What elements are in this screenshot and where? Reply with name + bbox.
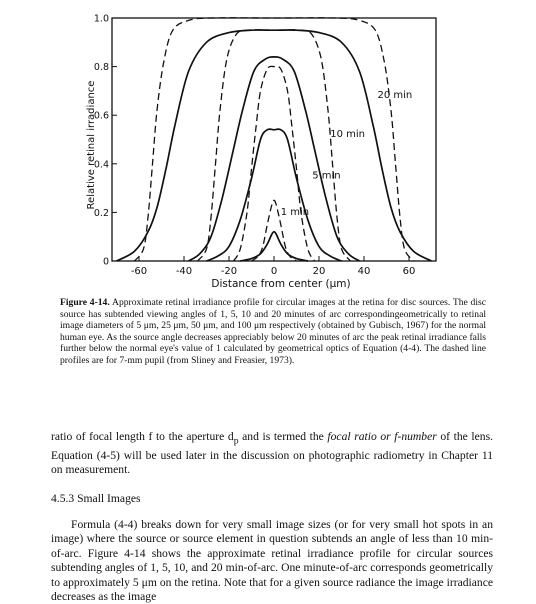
curve-label: 1 min — [280, 206, 310, 218]
x-tick-label: 20 — [312, 266, 326, 277]
curve-10-min-solid — [189, 57, 360, 261]
figure-caption — [60, 297, 486, 367]
chart-curves — [117, 18, 432, 261]
curve-20-min-dashed — [135, 18, 414, 261]
paragraph-small-images: Formula (4-4) breaks down for very small image sizes (or for very small hot spots in an image) where the source or source element in question subtends an angle of less than 10 min-of-arc. Figure 4-14 shows the approximate retinal irradiance profile for circular sources subtending angles of 1, 5, 10, and 20 min-of-arc. One minute-of-arc corresponds geometrically to approximately 5 μm on the retina. Note that for a given source radiance the image irradiance decreases as the image — [51, 518, 493, 604]
x-tick-label: -40 — [175, 266, 193, 277]
y-tick-label: 0.4 — [93, 159, 109, 171]
x-tick-label: 40 — [357, 266, 371, 277]
curve-label: 10 min — [330, 129, 366, 141]
curve-5-min-solid — [207, 129, 342, 261]
section-heading: 4.5.3 Small Images — [51, 492, 141, 505]
x-tick-label: 60 — [402, 266, 416, 277]
chart-curve-labels — [281, 90, 413, 218]
y-tick-label: 1.0 — [93, 13, 109, 25]
y-axis-label: Relative retinal irradiance — [86, 80, 97, 210]
p1-text-c: of the lens. Equation (4-5) will be used later in the discussion on photographic radiometry in Chapter 11 on measurement. — [51, 430, 493, 477]
p1-text-a: ratio of focal length f to the aperture d — [51, 430, 234, 443]
retinal-irradiance-chart — [0, 0, 536, 295]
figure-caption-text: Approximate retinal irradiance profile for circular images at the retina for disc sources. The disc source has subtended viewing angles of 1, 5, 10 and 20 minutes of arc correspondingeometrically to retinal image diameters of 5 μm, 25 μm, 50 μm, and 100 μm respectively (obtained by Gubisch, 1967) for the normal human eye. As the source angle decreases appreciably below 20 minutes of arc the peak retinal irradiance falls further below the normal eye's value of 1 calculated by geometrical optics of Equation (4-4). The dashed line profiles are for 7-mm pupil (from Sliney and Freasier, 1973). — [60, 297, 487, 366]
chart-svg — [0, 0, 536, 295]
plot-frame — [112, 18, 436, 261]
y-tick-label: 0.2 — [93, 207, 109, 219]
curve-label: 20 min — [377, 90, 413, 102]
x-tick-label: 0 — [270, 266, 278, 277]
curve-10-min-dashed — [198, 30, 351, 261]
x-axis-label: Distance from center (µm) — [211, 278, 351, 290]
y-tick-label: 0.8 — [93, 62, 109, 74]
x-tick-label: -20 — [220, 266, 238, 277]
y-tick-label: 0 — [102, 256, 109, 268]
p1-emphasis: focal ratio or f-number — [327, 430, 437, 443]
figure-caption-label: Figure 4-14. — [60, 297, 110, 308]
x-tick-label: -60 — [130, 266, 148, 277]
paragraph-focal-ratio — [51, 430, 493, 478]
y-tick-label: 0.6 — [93, 110, 109, 122]
curve-label: 5 min — [312, 170, 341, 182]
p1-subscript: p — [233, 435, 239, 447]
p1-text-b: and is termed the — [238, 430, 328, 443]
